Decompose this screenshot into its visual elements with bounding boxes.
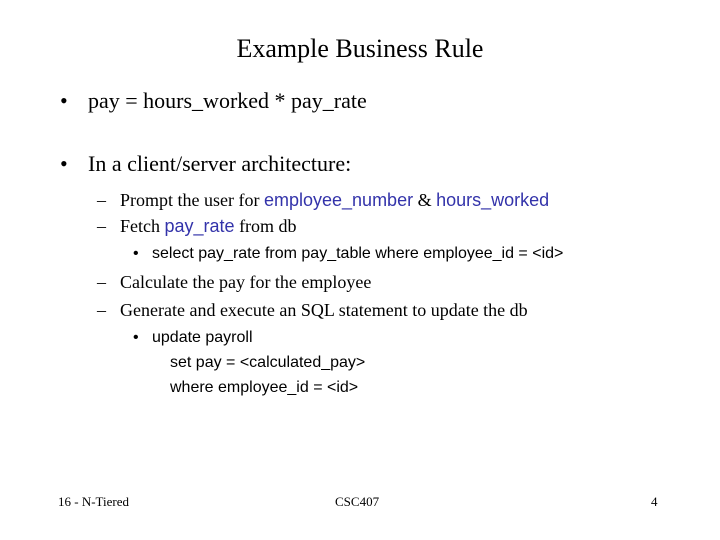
sub-bullet-marker: •	[133, 245, 139, 262]
step-generate: Generate and execute an SQL statement to update the db	[120, 300, 528, 320]
select-query: select pay_rate from pay_table where employee_id = <id>	[152, 245, 564, 262]
page-number: 4	[651, 494, 658, 509]
step-prompt-prefix: Prompt the user for	[120, 190, 264, 210]
step-fetch-suffix: from db	[234, 216, 297, 236]
step-fetch	[120, 216, 297, 237]
step-prompt-joiner: &	[413, 190, 437, 210]
sub-bullet-marker: •	[133, 329, 139, 346]
dash-marker: –	[97, 300, 106, 320]
bullet-marker: •	[60, 88, 68, 113]
slide-title: Example Business Rule	[236, 34, 484, 63]
update-query-line-1: update payroll	[152, 329, 253, 346]
field-employee-number: employee_number	[263, 190, 414, 210]
field-pay-rate: pay_rate	[164, 216, 235, 236]
footer-center: CSC407	[335, 494, 380, 509]
step-calculate: Calculate the pay for the employee	[120, 272, 372, 292]
bullet-marker: •	[60, 151, 68, 176]
update-query-line-3: where employee_id = <id>	[170, 379, 359, 396]
dash-marker: –	[97, 216, 106, 236]
bullet-client-server: In a client/server architecture:	[88, 151, 352, 176]
dash-marker: –	[97, 272, 106, 292]
step-prompt	[120, 190, 549, 211]
footer-left: 16 - N-Tiered	[58, 494, 130, 509]
bullet-pay-formula: pay = hours_worked * pay_rate	[88, 88, 367, 113]
step-fetch-prefix: Fetch	[120, 216, 165, 236]
dash-marker: –	[97, 190, 106, 210]
field-hours-worked: hours_worked	[436, 190, 550, 210]
update-query-line-2: set pay = <calculated_pay>	[170, 354, 366, 371]
